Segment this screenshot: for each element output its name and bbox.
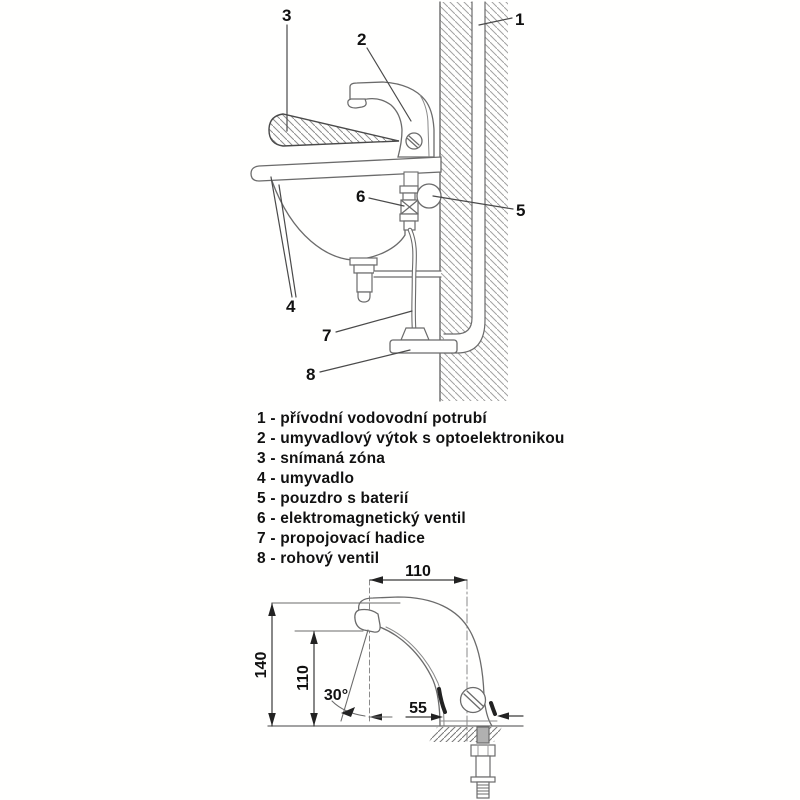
angle-valve [390, 340, 457, 353]
callout-1: 1 [515, 10, 525, 29]
sensor-zone [269, 114, 399, 146]
legend-item-1: 1 - přívodní vodovodní potrubí [257, 410, 487, 427]
handle-screw [461, 688, 486, 713]
installation-diagram [251, 2, 525, 401]
callout-8: 8 [306, 365, 316, 384]
solenoid-valve [400, 186, 418, 230]
connecting-hose [410, 230, 415, 328]
legend-item-6: 6 - elektromagnetický ventil [257, 510, 466, 527]
aerator [348, 99, 366, 108]
legend-item-7: 7 - propojovací hadice [257, 530, 426, 547]
legend-item-8: 8 - rohový ventil [257, 550, 380, 567]
sensor-beam [332, 630, 392, 721]
dim-total-height-value: 140 [253, 651, 270, 679]
valve-escutcheon [401, 328, 429, 340]
callout-4-leader-b [279, 185, 296, 297]
dim-spout-height-value: 110 [295, 665, 312, 691]
faucet-shank [404, 172, 418, 186]
dim-spout-reach-value: 110 [405, 563, 431, 580]
callout-4: 4 [286, 297, 296, 316]
callout-6: 6 [356, 187, 366, 206]
washbasin-bowl [272, 181, 405, 260]
dim-angle-value: 30° [323, 687, 349, 704]
legend [257, 409, 565, 569]
callout-2: 2 [357, 30, 367, 49]
callout-7: 7 [322, 326, 332, 345]
legend-item-5: 5 - pouzdro s baterií [257, 490, 409, 507]
callout-3: 3 [282, 6, 292, 25]
callout-8-leader [320, 350, 410, 372]
dimension-drawing [253, 563, 523, 798]
callout-6-leader [369, 198, 404, 206]
legend-item-4: 4 - umyvadlo [257, 470, 355, 487]
callout-7-leader [336, 311, 412, 332]
waste-pipe [374, 271, 441, 277]
callout-4-leader-a [271, 177, 292, 297]
trap-siphon [350, 258, 377, 302]
legend-item-2: 2 - umyvadlový výtok s optoelektronikou [257, 430, 565, 447]
battery-housing [417, 184, 441, 208]
legend-item-3: 3 - snímaná zóna [257, 450, 386, 467]
counter-section [429, 727, 502, 742]
faucet-top-view [348, 82, 434, 157]
aerator-profile [355, 610, 380, 633]
callout-5: 5 [516, 201, 526, 220]
dim-base-width-value: 55 [409, 700, 427, 717]
